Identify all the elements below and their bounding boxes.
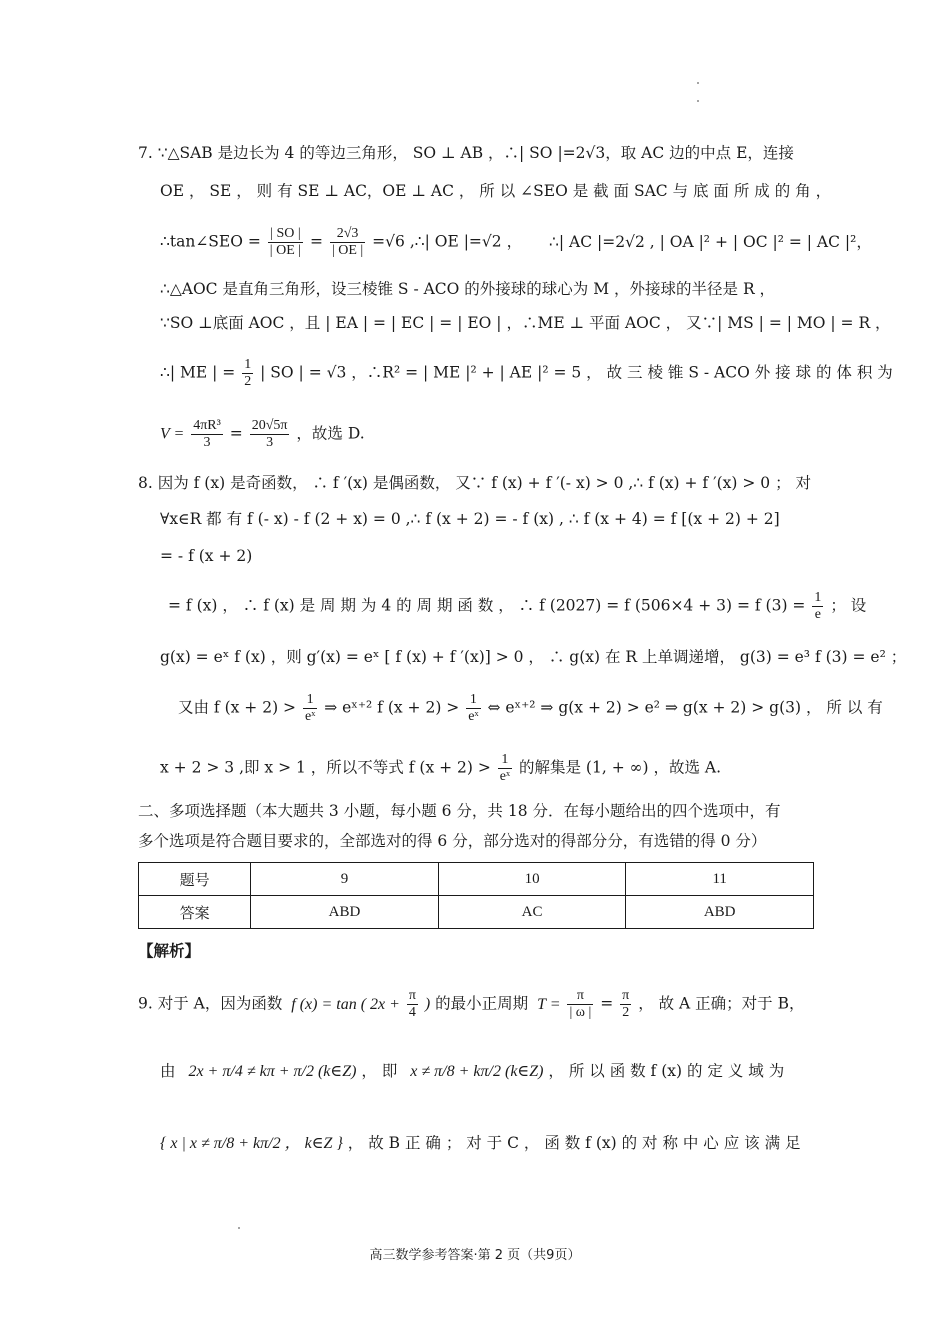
table-cell: AC bbox=[438, 896, 626, 929]
q7-line-7: V = $\frac{\text{4πR³}}{3}$ = $\frac{20√5\pi}{3}$ ，故选 D. bbox=[160, 418, 365, 450]
table-cell: 答案 bbox=[139, 896, 251, 929]
fraction: $\frac{1}{e}$ bbox=[814, 590, 822, 622]
section-2-intro-1: 二、多项选择题（本大题共 3 小题，每小题 6 分，共 18 分．在每小题给出的四个选项中，有 bbox=[138, 802, 781, 820]
table-cell: 9 bbox=[251, 863, 439, 896]
analysis-heading: 【解析】 bbox=[138, 942, 201, 960]
q8-line-3: = - f (x + 2) bbox=[160, 547, 253, 565]
fraction: $\frac{1}{\text{eˣ}}$ bbox=[468, 692, 479, 724]
q8-line-2: ∀x∈R 都 有 f (- x) - f (2 + x) = 0 ,∴ f (x + 2) = - f (x) , ∴ f (x + 4) = f [(x + 2) + 2] bbox=[160, 510, 780, 528]
fraction: $\frac{2√3}{| OE |}$ bbox=[331, 226, 364, 258]
table-row bbox=[139, 896, 814, 929]
speck bbox=[238, 1227, 240, 1229]
q8-line-5: g(x) = eˣ f (x) ，则 g′(x) = eˣ [ f (x) + f ′(x)] > 0 ， ∴ g(x) 在 R 上单调递增， g(3) = e³ f (3) = e² ； bbox=[160, 648, 907, 666]
q9-line-3: { x | x ≠ π/8 + kπ/2 ， k∈Z } ， 故 B 正 确 ； 对 于 C ， 函 数 f (x) 的 对 称 中 心 应 该 满 足 bbox=[160, 1134, 801, 1152]
table-row bbox=[139, 863, 814, 896]
q8-line-4: = f (x) ， ∴ f (x) 是 周 期 为 4 的 周 期 函 数 ， ∴ f (2027) = f (506×4 + 3) = f (3) = $\frac{1}{e}$ ； 设 bbox=[168, 590, 867, 622]
speck bbox=[697, 82, 699, 84]
speck bbox=[697, 100, 699, 102]
q9-line-1: 9. 对于 A，因为函数 f (x) = tan ( 2x + $\frac{\pi}{4}$ ) 的最小正周期 T = $\frac{\pi}{| \omega |}$ = $\frac{\pi}{2}$ ， 故 A 正确；对于 B， bbox=[138, 988, 805, 1020]
answer-table bbox=[138, 862, 814, 929]
q7-line-3: ∴tan∠SEO = $\frac{| SO |}{| OE |}$ = $\frac{2√3}{| OE |}$ =√6 ,∴| OE |=√2 ， ∴| AC |=2√2 , | OA |² + | OC |² = | AC |²， bbox=[160, 226, 872, 258]
q8-line-1: 8. 因为 f (x) 是奇函数， ∴ f ′(x) 是偶函数， 又∵ f (x) + f ′(- x) > 0 ,∴ f (x) + f ′(x) > 0 ； 对 bbox=[138, 474, 812, 492]
q8-line-7: x + 2 > 3 ,即 x > 1 ，所以不等式 f (x + 2) > $\frac{1}{\text{eˣ}}$ 的解集是 (1, + ∞) ，故选 A. bbox=[160, 752, 722, 784]
q7-line-5: ∵SO ⊥底面 AOC ，且 | EA | = | EC | = | EO | ，∴ME ⊥ 平面 AOC ， 又∵| MS | = | MO | = R ， bbox=[160, 314, 891, 332]
table-cell: ABD bbox=[626, 896, 814, 929]
q9-line-2: 由 2x + π/4 ≠ kπ + π/2 (k∈Z) ， 即 x ≠ π/8 + kπ/2 (k∈Z) ， 所 以 函 数 f (x) 的 定 义 域 为 bbox=[160, 1062, 785, 1080]
table-cell: ABD bbox=[251, 896, 439, 929]
q7-line-1: 7. ∵△SAB 是边长为 4 的等边三角形， SO ⊥ AB ，∴| SO |=2√3，取 AC 边的中点 E，连接 bbox=[138, 144, 794, 162]
fraction: $\frac{| SO |}{| OE |}$ bbox=[269, 226, 302, 258]
fraction: $\frac{1}{\text{eˣ}}$ bbox=[499, 752, 511, 784]
q8-line-6: 又由 f (x + 2) > $\frac{1}{\text{eˣ}}$ ⇒ eˣ⁺² f (x + 2) > $\frac{1}{\text{eˣ}}$ ⇔ eˣ⁺² ⇒ g(x + 2) > e² ⇒ g(x + 2) > g(3) ， 所 以 有 bbox=[178, 692, 883, 724]
table-cell: 11 bbox=[626, 863, 814, 896]
q7-line-6: ∴| ME | = $\frac{1}{2}$ | SO | = √3 ，∴R² = | ME |² + | AE |² = 5 ， 故 三 棱 锥 S - ACO 外 接 球 的 体 积 为 bbox=[160, 357, 893, 389]
section-2-intro-2: 多个选项是符合题目要求的，全部选对的得 6 分，部分选对的得部分分，有选错的得 0 分） bbox=[138, 832, 767, 850]
table-cell: 10 bbox=[438, 863, 626, 896]
page-footer: 高三数学参考答案·第 2 页（共9页） bbox=[369, 1248, 581, 1263]
fraction: $\frac{\pi}{4}$ bbox=[408, 988, 416, 1020]
fraction: $\frac{\pi}{2}$ bbox=[622, 988, 630, 1020]
table-cell: 题号 bbox=[139, 863, 251, 896]
fraction: $\frac{\pi}{| \omega |}$ bbox=[569, 988, 592, 1020]
fraction: $\frac{1}{\text{eˣ}}$ bbox=[304, 692, 316, 724]
fraction: $\frac{\text{4πR³}}{3}$ bbox=[193, 418, 221, 450]
q7-line-2: OE ， SE ， 则 有 SE ⊥ AC，OE ⊥ AC ， 所 以 ∠SEO 是 截 面 SAC 与 底 面 所 成 的 角 ， bbox=[160, 182, 832, 200]
fraction: $\frac{20√5\pi}{3}$ bbox=[251, 418, 288, 450]
fraction: $\frac{1}{2}$ bbox=[244, 357, 252, 389]
q7-line-4: ∴△AOC 是直角三角形，设三棱锥 S - ACO 的外接球的球心为 M ，外接球的半径是 R ， bbox=[160, 280, 776, 298]
